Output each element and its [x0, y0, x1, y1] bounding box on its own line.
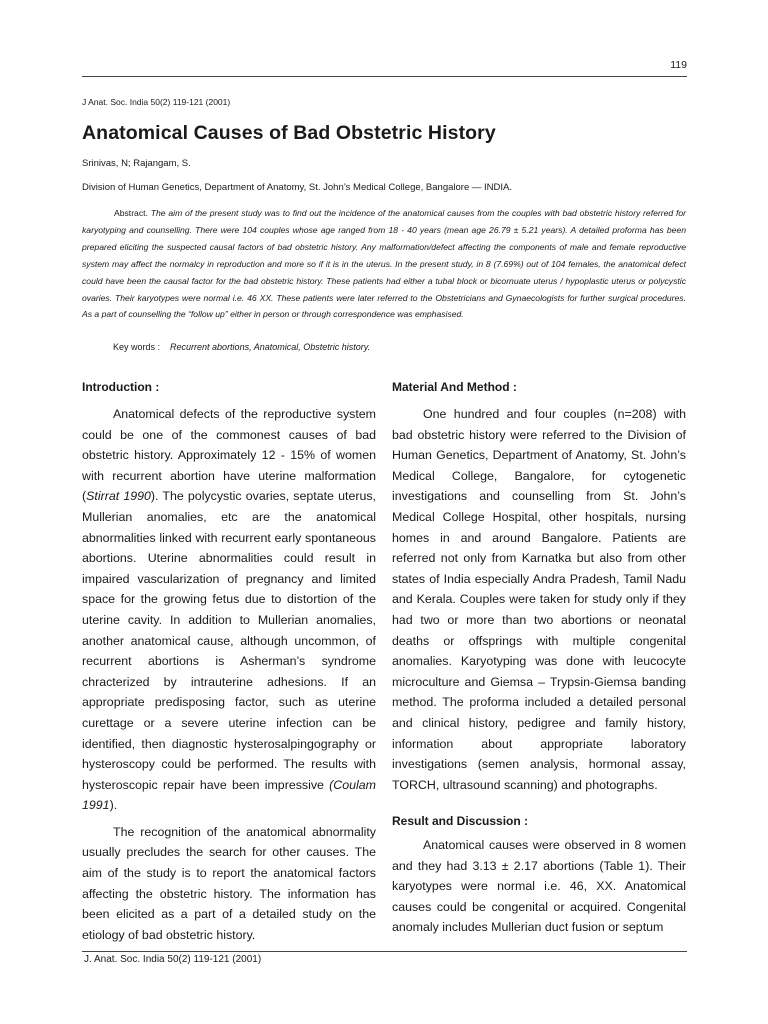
abstract: [82, 205, 686, 323]
page-number: 119: [670, 59, 687, 71]
abstract-label: Abstract.: [114, 208, 148, 218]
introduction-paragraph-1: [82, 404, 376, 816]
text-run: ).: [109, 798, 118, 813]
text-run: Anatomical defects of the reproductive system could be one of the commonest causes of bad obstetric history. Approximately 12 - 15% of women with recurrent abortion have uterine malformation (: [82, 407, 376, 504]
footer-journal-reference: J. Anat. Soc. India 50(2) 119-121 (2001): [84, 954, 262, 965]
introduction-paragraph-2: The recognition of the anatomical abnormality usually precludes the search for other causes. The aim of the study is to report the anatomical factors affecting the obstetric history. The information has been elicited as a part of a detailed study on the etiology of bad obstetric history.: [82, 824, 376, 942]
method-heading: Material And Method :: [392, 380, 517, 394]
article-authors: Srinivas, N; Rajangam, S.: [82, 158, 191, 169]
abstract-text: The aim of the present study was to find out the incidence of the anatomical causes from the couples with bad obstetric history referred for karyotyping and counselling. There were 104 couples whose age ranged from 18 - 40 years (mean age 26.79 ± 5.21 years). A detailed proforma has been prepared eliciting the suspected causal factors of bad obstetric history. Any malformation/defect affecting the components of male and female reproductive system may affect the normalcy in reproduction and more so if it is in the uterus. In the present study, in 8 (7.69%) out of 104 females, the anatomical defect could have been the causal factor for the bad obstetric history. These patients had either a tubal block or bicornuate uterus / hypoplastic uterus or polycystic ovaries. Their karyotypes were normal i.e. 46 XX. These patients were later referred to the Obstetricians and Gynaecologists for further surgical procedures. As a part of counselling the “follow up” either in person or through correspondence was emphasised.: [82, 208, 686, 320]
keywords-label: Key words :: [113, 342, 161, 352]
footer-rule: [82, 951, 687, 952]
citation: (Coulam 1991: [82, 777, 376, 813]
journal-reference: J Anat. Soc. India 50(2) 119-121 (2001): [82, 97, 231, 107]
results-paragraph-1: Anatomical causes were observed in 8 women and they had 3.13 ± 2.17 abortions (Table 1). Their karyotypes were normal i.e. 46, XX. Anatomical causes could be congenital or acquired. Congenital anomaly includes Mullerian duct fusion or septum: [392, 838, 686, 935]
header-rule: [82, 76, 687, 77]
results-heading: Result and Discussion :: [392, 814, 529, 828]
method-section: [392, 404, 686, 795]
article-affiliation: Division of Human Genetics, Department of Anatomy, St. John’s Medical College, Bangalore — INDIA.: [82, 182, 512, 193]
keywords: [113, 342, 370, 352]
article-title: Anatomical Causes of Bad Obstetric History: [82, 122, 496, 144]
keywords-text: Recurrent abortions, Anatomical, Obstetric history.: [170, 342, 371, 352]
text-run: ). The polycystic ovaries, septate uterus, Mullerian anomalies, etc are the anatomical abnormalities linked with recurrent early spontaneous abortions. Uterine abnormalities could result in impaired vascularization of pregnancy and limited space for the growing fetus due to distortion of the uterine cavity. In addition to Mullerian anomalies, another anatomical cause, although uncommon, of recurrent abortions is Asherman’s syndrome chracterized by intrauterine adhesions. If an appropriate predisposing factor, such as uterine curettage or a severe uterine infection can be identified, then diagnostic hysterosalpingography or hysteroscopy could be performed. The results with hysteroscopic repair have been impressive: [82, 489, 376, 792]
results-section: [392, 835, 686, 938]
method-paragraph-1: One hundred and four couples (n=208) with bad obstetric history were referred to the Division of Human Genetics, Department of Anatomy, St. John’s Medical College, Bangalore, for cytogenetic investigations and counselling from St. John’s Medical College Hospital, other hospitals, nursing homes in and around Bangalore. Patients are referred not only from Karnatka but also from other states of India especially Andra Pradesh, Tamil Nadu and Kerala. Couples were taken for study only if they had two or more than two abortions or neonatal deaths or offsprings with multiple congenital anomalies. Karyotyping was done with leucocyte microculture and Giemsa – Trypsin-Giemsa banding method. The proforma included a detailed personal and clinical history, pedigree and family history, information about appropriate laboratory investigations (semen analysis, hormonal assay, TORCH, ultrasound scanning) and photographs.: [392, 407, 686, 792]
introduction-section: [82, 404, 376, 945]
introduction-heading: Introduction :: [82, 380, 160, 394]
citation: Stirrat 1990: [86, 489, 151, 504]
